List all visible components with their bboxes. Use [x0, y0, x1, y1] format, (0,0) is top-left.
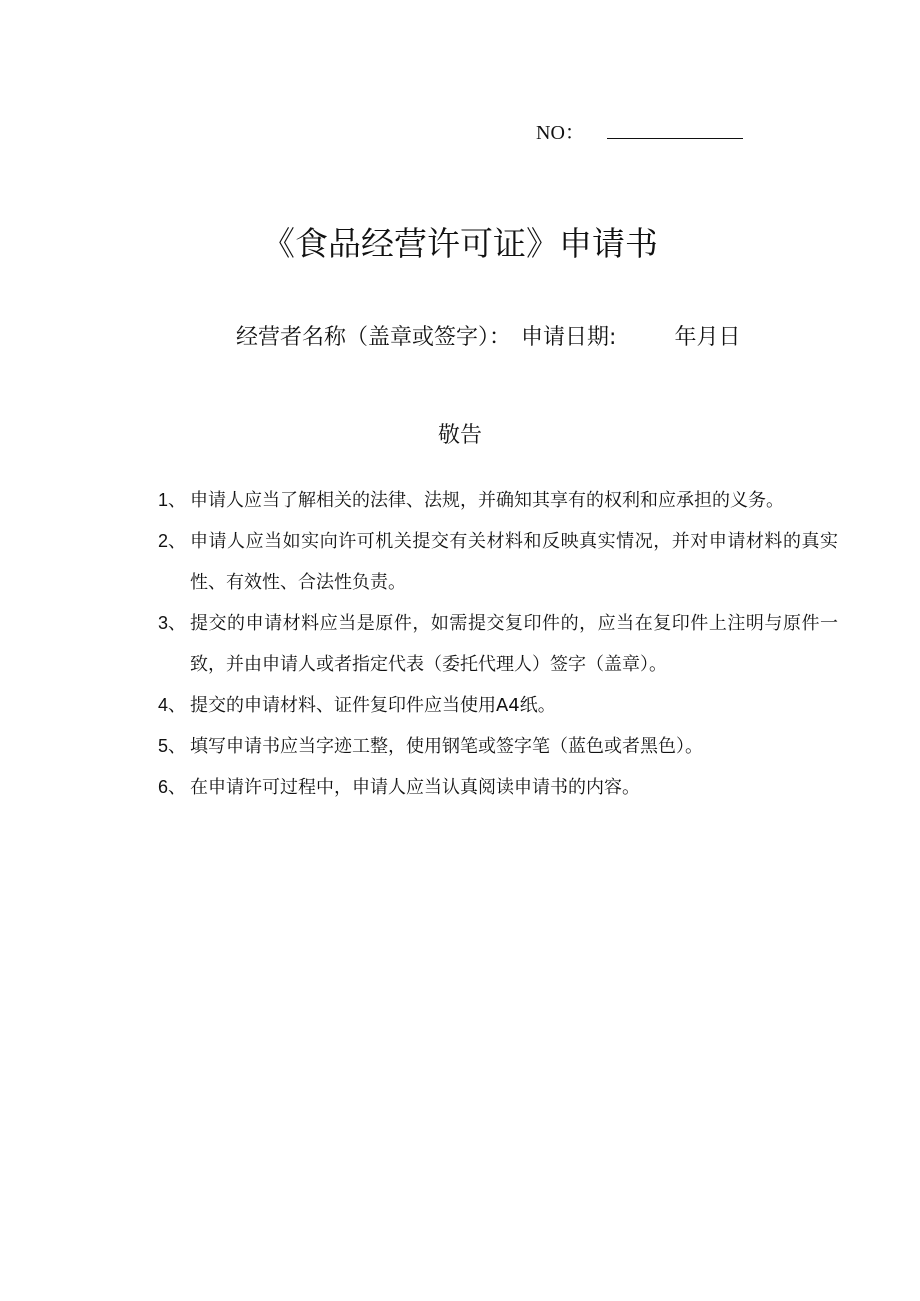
- notice-item-number: 6、: [158, 777, 187, 797]
- notice-item: [158, 603, 838, 685]
- notice-item: [158, 480, 838, 521]
- document-number: [536, 116, 743, 145]
- notice-item-text: 提交的申请材料应当是原件，如需提交复印件的，应当在复印件上注明与原件一致，并由申请人或者指定代表（委托代理人）签字（盖章）。: [190, 613, 838, 675]
- notice-heading: 敬告: [437, 423, 482, 448]
- notice-item-text: 在申请许可过程中，申请人应当认真阅读申请书的内容。: [190, 777, 640, 798]
- operator-name-label: 经营者名称（盖章或签字）：: [236, 325, 512, 350]
- notice-list: [158, 480, 838, 808]
- notice-item-number: 3、: [158, 613, 187, 633]
- notice-item-number: 2、: [158, 531, 187, 551]
- notice-item-text: 申请人应当了解相关的法律、法规，并确知其享有的权利和应承担的义务。: [190, 490, 784, 511]
- document-number-label: NO：: [536, 122, 585, 144]
- notice-item-number: 4、: [158, 695, 187, 715]
- notice-item: [158, 767, 838, 808]
- document-title: 《食品经营许可证》申请书: [262, 224, 658, 263]
- notice-item: [158, 726, 838, 767]
- operator-info-line: [236, 320, 740, 351]
- notice-item-text: 申请人应当如实向许可机关提交有关材料和反映真实情况，并对申请材料的真实性、有效性、合法性负责。: [190, 531, 838, 593]
- notice-item: [158, 521, 838, 603]
- notice-item-number: 5、: [158, 736, 187, 756]
- notice-item-text: 填写申请书应当字迹工整，使用钢笔或签字笔（蓝色或者黑色）。: [190, 736, 703, 757]
- application-date-label: 申请日期:: [521, 325, 617, 350]
- document-number-blank[interactable]: [607, 118, 743, 139]
- notice-item-text: 提交的申请材料、证件复印件应当使用A4纸。: [190, 695, 556, 716]
- application-date-suffix: 年月日: [674, 325, 741, 350]
- notice-item-number: 1、: [158, 490, 187, 510]
- notice-item: [158, 685, 838, 726]
